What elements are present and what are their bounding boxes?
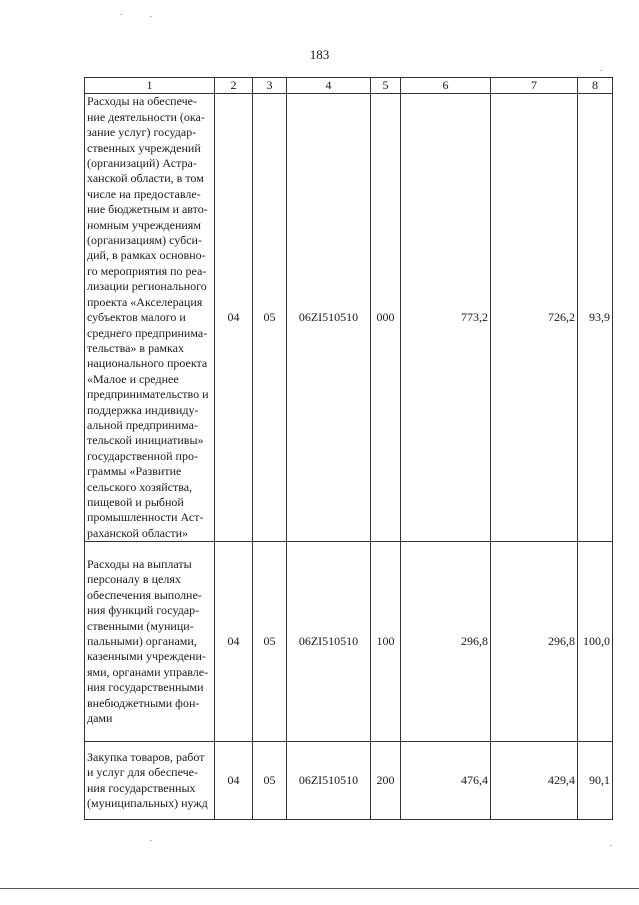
row-description: Закупка товаров, работ и услуг для обеспече-ния государственных (муниципальных) нужд (85, 742, 215, 820)
column-header-5: 5 (371, 78, 401, 94)
row-section: 04 (215, 542, 253, 742)
column-header-1: 1 (85, 78, 215, 94)
row-expense-type: 000 (371, 94, 401, 542)
column-header-3: 3 (253, 78, 287, 94)
row-section: 04 (215, 94, 253, 542)
page-number: 183 (309, 47, 330, 62)
table-row (85, 94, 613, 542)
table-row (85, 742, 613, 820)
column-header-7: 7 (491, 78, 578, 94)
row-value-col6: 476,4 (401, 742, 491, 820)
row-subsection: 05 (253, 94, 287, 542)
scan-speck (150, 16, 152, 17)
scan-speck (600, 70, 602, 71)
column-header-2: 2 (215, 78, 253, 94)
scan-speck (150, 840, 152, 841)
row-target-article: 06ZI510510 (287, 94, 371, 542)
column-header-6: 6 (401, 78, 491, 94)
row-section: 04 (215, 742, 253, 820)
row-target-article: 06ZI510510 (287, 542, 371, 742)
row-value-col7: 429,4 (491, 742, 578, 820)
budget-table (84, 77, 613, 820)
table-row (85, 542, 613, 742)
row-value-col8: 100,0 (578, 542, 613, 742)
row-value-col6: 296,8 (401, 542, 491, 742)
row-description: Расходы на выплаты персоналу в целях обеспечения выполне-ния функций государ-ственными (муници-пальными) органами, казенными учреждени-ями, органами управле-ния государственными внебюджетными фон-дами (85, 542, 215, 742)
scan-speck (120, 14, 122, 15)
column-header-4: 4 (287, 78, 371, 94)
row-value-col8: 93,9 (578, 94, 613, 542)
row-value-col7: 296,8 (491, 542, 578, 742)
column-header-8: 8 (578, 78, 613, 94)
row-target-article: 06ZI510510 (287, 742, 371, 820)
row-expense-type: 200 (371, 742, 401, 820)
row-description: Расходы на обеспече-ние деятельности (ока-зание услуг) государ-ственных учреждений (организаций) Астра-ханской области, в том числе на предоставле-ние бюджетным и авто-номным учреждениям (организациям) субси-дий, в рамках основно-го мероприятия по реа-лизации регионального проекта «Акселерация субъектов малого и среднего предпринима-тельства» в рамках национального проекта «Малое и среднее предпринимательство и поддержка индивиду-альной предпринима-тельской инициативы» государственной про-граммы «Развитие сельского хозяйства, пищевой и рыбной промышленности Аст-раханской области» (85, 94, 215, 542)
scan-speck (610, 845, 612, 846)
row-expense-type: 100 (371, 542, 401, 742)
row-value-col6: 773,2 (401, 94, 491, 542)
header-row (85, 78, 613, 94)
row-subsection: 05 (253, 742, 287, 820)
row-value-col7: 726,2 (491, 94, 578, 542)
row-value-col8: 90,1 (578, 742, 613, 820)
row-subsection: 05 (253, 542, 287, 742)
scan-edge-line (0, 888, 639, 889)
